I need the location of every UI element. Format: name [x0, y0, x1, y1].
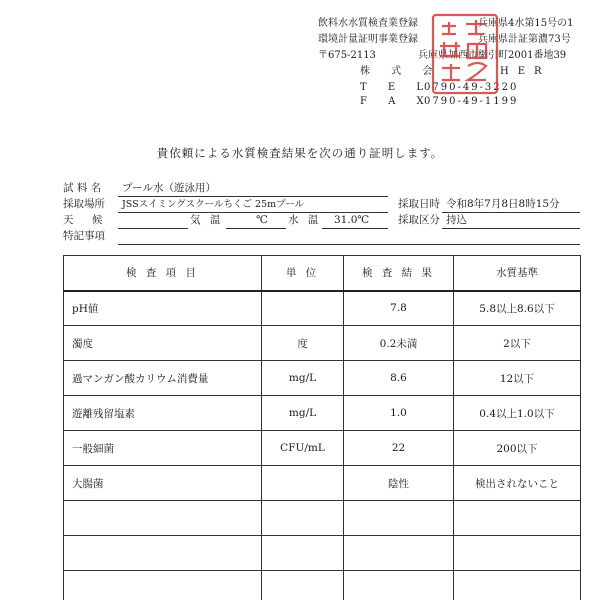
row-test-item: 大腸菌: [64, 466, 262, 501]
table-row: [64, 501, 581, 536]
company-prefix: 株 式 会: [360, 66, 442, 77]
header-unit: 単 位: [262, 256, 344, 291]
table-row: [64, 466, 581, 501]
row-standard: 検出されないこと: [454, 466, 581, 501]
location-underline: [118, 212, 388, 213]
table-row: [64, 431, 581, 466]
location-value: JSSスイミングスクールちくご 25mプール: [122, 199, 305, 210]
row-test-item: [64, 571, 262, 600]
row-unit: mg/L: [262, 396, 344, 431]
row-standard: 2以下: [454, 326, 581, 361]
header-standard: 水質基準: [454, 256, 581, 291]
sample-name-value: プール水（遊泳用）: [122, 182, 216, 194]
sampled-at-underline: [442, 212, 580, 213]
row-result: [344, 501, 454, 536]
row-result: [344, 536, 454, 571]
row-standard: 0.4以上1.0以下: [454, 396, 581, 431]
row-unit: 度: [262, 326, 344, 361]
row-result: 0.2未満: [344, 326, 454, 361]
row-result: 8.6: [344, 361, 454, 396]
sample-name-underline: [118, 196, 388, 197]
measurement-cert-label: 環境計量証明事業登録: [318, 34, 418, 45]
company-address: 兵庫県加西市網引町2001番地39: [418, 50, 567, 61]
tel-label: T E L: [360, 82, 432, 93]
row-unit: [262, 536, 344, 571]
measurement-cert-number: 兵庫県計証第濃73号: [478, 34, 571, 45]
registration-number: 兵庫県4水第15号の1: [478, 18, 574, 29]
header-result: 検 査 結 果: [344, 256, 454, 291]
sampled-at-label: 採取日時: [398, 198, 440, 210]
weather-label: 天 候: [63, 214, 107, 226]
row-test-item: 濁度: [64, 326, 262, 361]
row-standard: [454, 536, 581, 571]
postal-code: 〒675-2113: [318, 50, 376, 61]
tel-number: 0790-49-3220: [424, 82, 519, 93]
row-test-item: 過マンガン酸カリウム消費量: [64, 361, 262, 396]
table-row: [64, 361, 581, 396]
row-result: 1.0: [344, 396, 454, 431]
table-header-row: [64, 256, 581, 291]
header-test-item: 検 査 項 目: [64, 256, 262, 291]
company-name: HER: [500, 66, 551, 77]
row-result: 22: [344, 431, 454, 466]
weather-underline: [118, 228, 188, 229]
row-unit: [262, 466, 344, 501]
water-temp-label: 水 温: [288, 214, 322, 226]
row-result: [344, 571, 454, 600]
sampled-at-value: 令和8年7月8日8時15分: [446, 198, 560, 210]
row-test-item: pH値: [64, 291, 262, 326]
water-temp-value: 31.0℃: [334, 214, 370, 226]
row-standard: 12以下: [454, 361, 581, 396]
sample-category-label: 採取区分: [398, 214, 440, 226]
row-standard: 5.8以上8.6以下: [454, 291, 581, 326]
air-temp-unit: ℃: [256, 214, 268, 226]
table-row: [64, 326, 581, 361]
row-unit: CFU/mL: [262, 431, 344, 466]
row-test-item: 一般細菌: [64, 431, 262, 466]
row-unit: [262, 501, 344, 536]
notes-underline: [118, 244, 580, 245]
water-temp-underline: [322, 228, 388, 229]
table-row: [64, 291, 581, 326]
sample-category-value: 持込: [446, 214, 467, 226]
sample-category-underline: [442, 228, 580, 229]
row-result: 陰性: [344, 466, 454, 501]
row-unit: [262, 291, 344, 326]
fax-number: 0790-49-1199: [424, 96, 519, 107]
air-temp-underline: [226, 228, 286, 229]
row-unit: mg/L: [262, 361, 344, 396]
results-table: [63, 255, 581, 600]
notes-label: 特記事項: [63, 230, 105, 242]
certificate-statement: 貴依頼による水質検査結果を次の通り証明します。: [156, 146, 444, 160]
location-label: 採取場所: [63, 198, 105, 210]
row-unit: [262, 571, 344, 600]
table-row: [64, 396, 581, 431]
registration-label: 飲料水水質検査業登録: [318, 18, 418, 29]
table-row: [64, 571, 581, 600]
company-seal-stamp: [430, 12, 500, 96]
table-row: [64, 536, 581, 571]
row-test-item: 遊離残留塩素: [64, 396, 262, 431]
row-result: 7.8: [344, 291, 454, 326]
fax-label: F A X: [360, 96, 433, 107]
row-standard: 200以下: [454, 431, 581, 466]
row-test-item: [64, 501, 262, 536]
row-standard: [454, 501, 581, 536]
sample-name-label: 試 料 名: [63, 182, 102, 194]
row-standard: [454, 571, 581, 600]
air-temp-label: 気 温: [190, 214, 224, 226]
row-test-item: [64, 536, 262, 571]
